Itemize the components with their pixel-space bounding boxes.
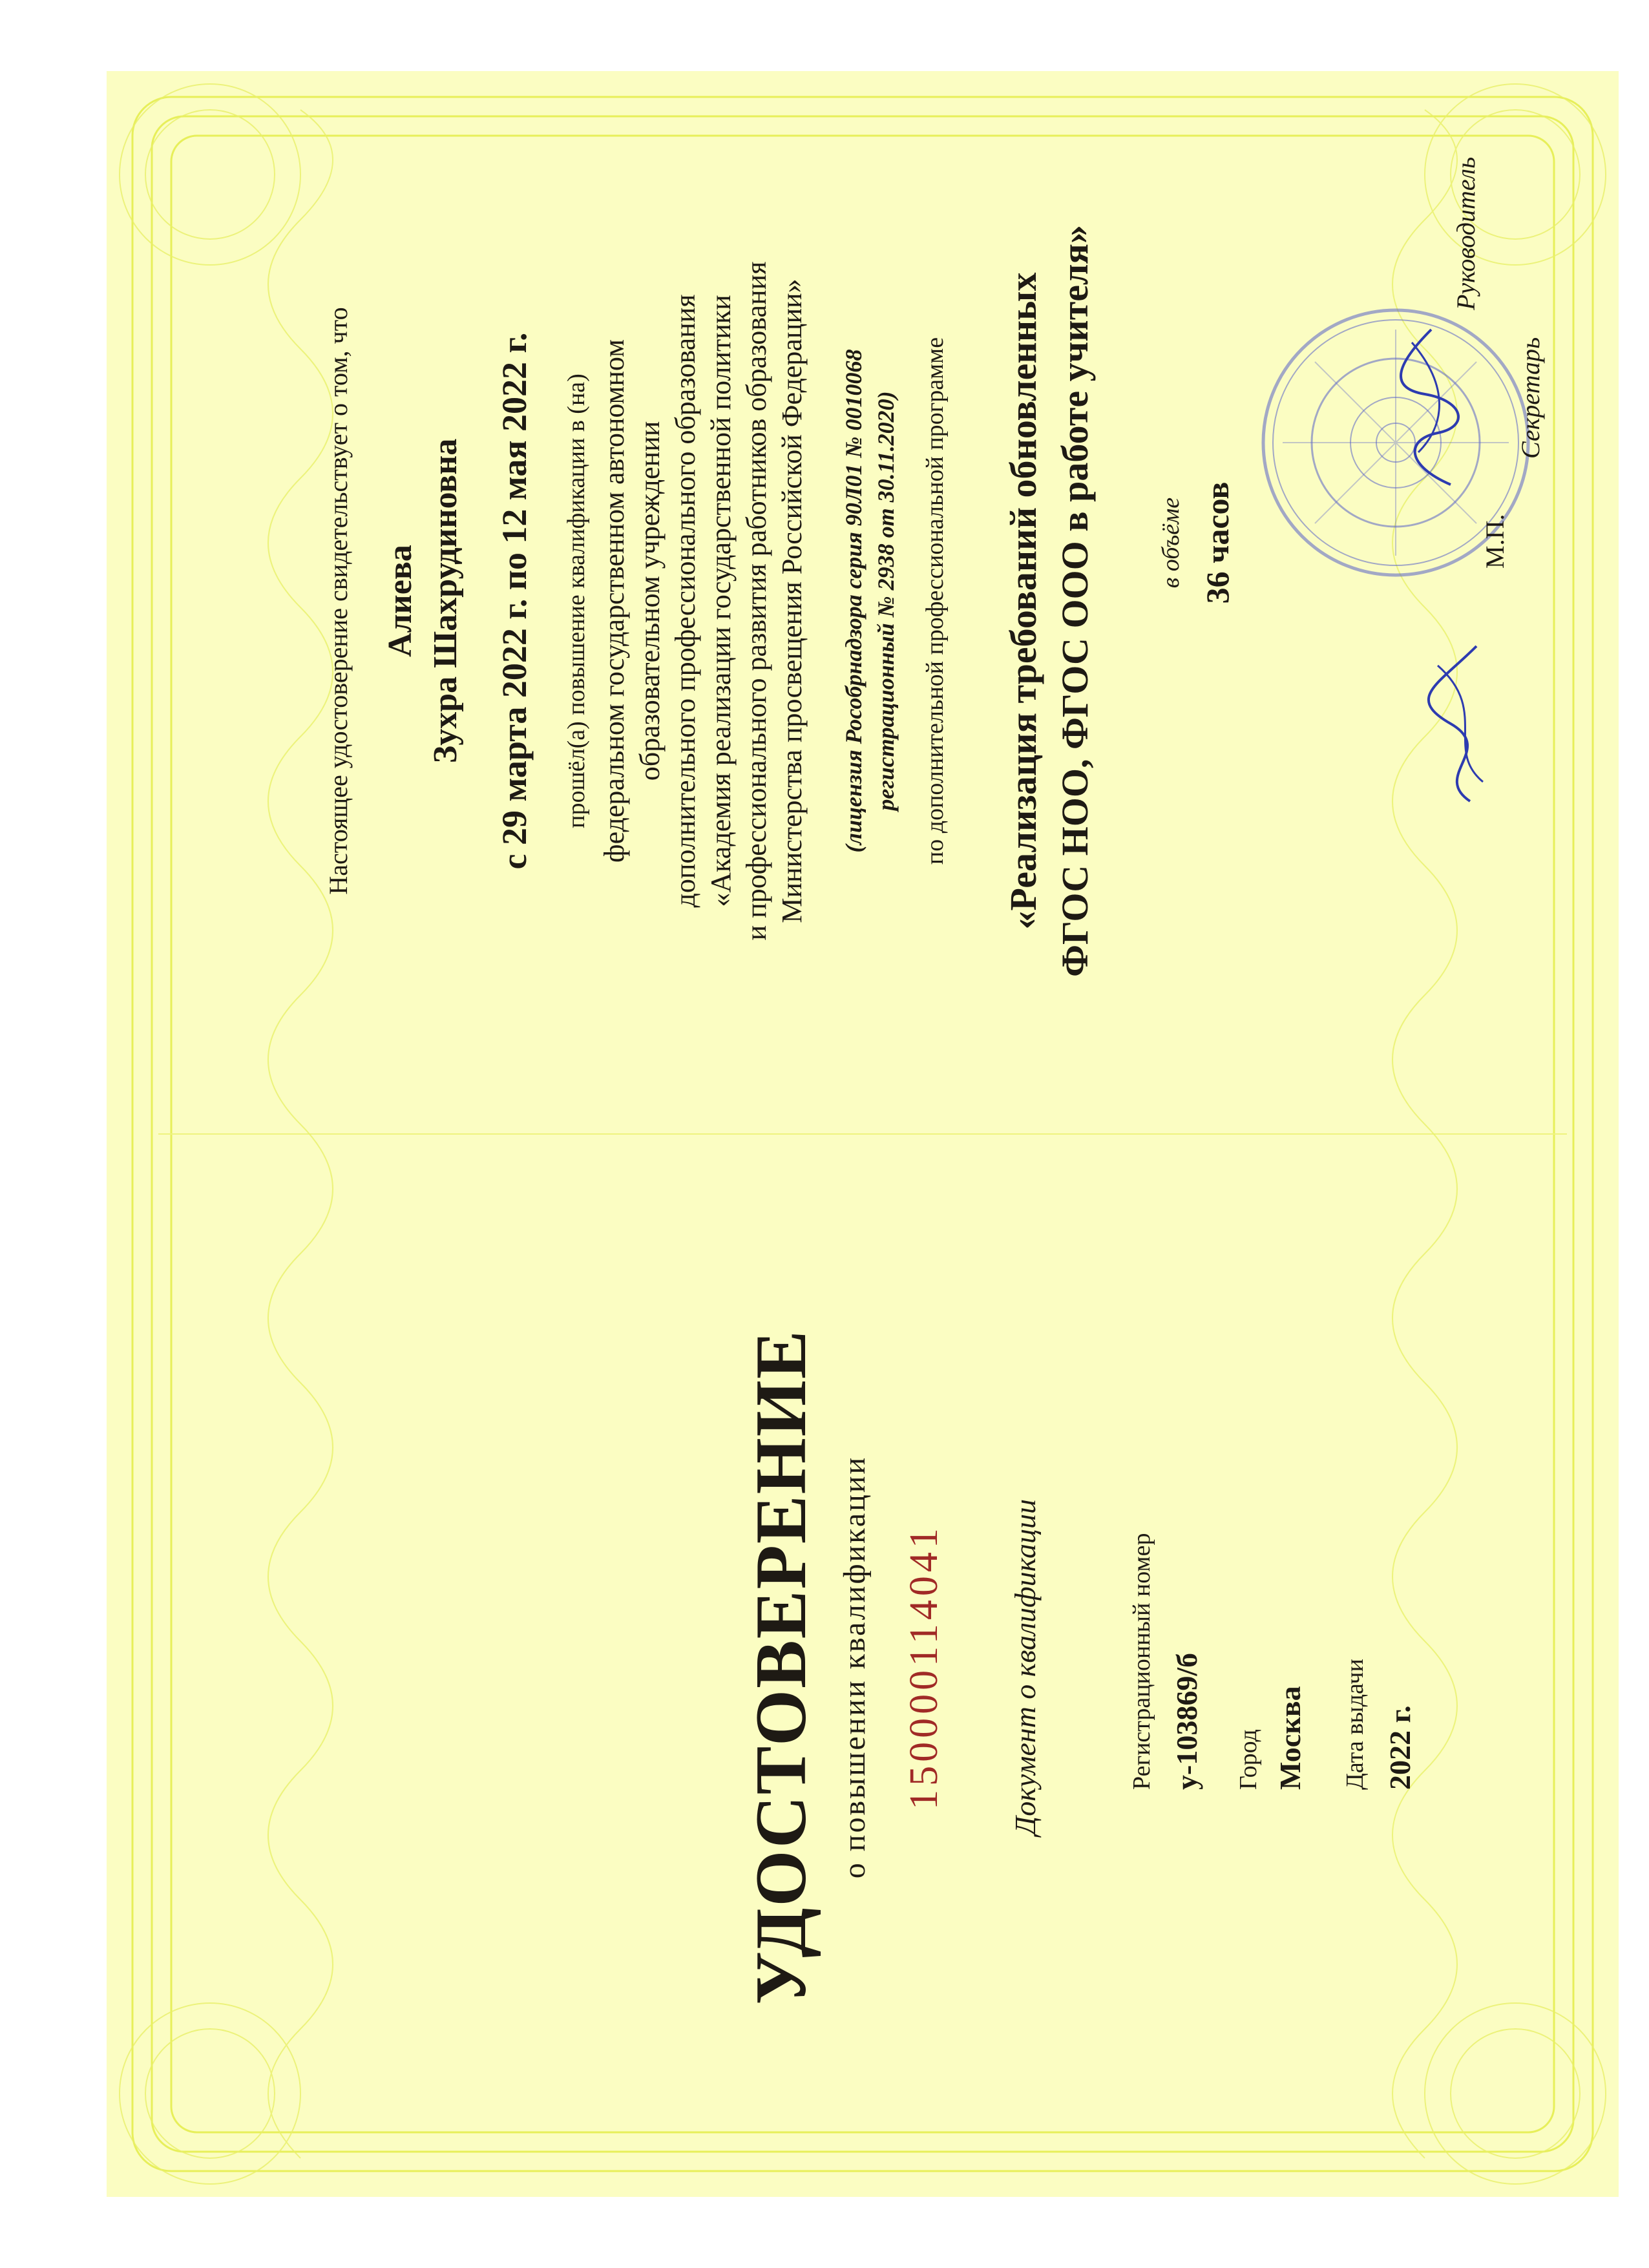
org-line: федеральном государственном автономном [598,339,630,863]
org-line: дополнительного профессионального образования [669,294,701,908]
document-type: Документ о квалификации [1009,1498,1042,1836]
issue-date-label: Дата выдачи [1341,1659,1369,1790]
program-label: по дополнительной профессиональной программе [921,337,949,865]
holder-given-names: Зухра Шахрудиновна [427,438,464,764]
org-line: образовательном учреждении [634,421,666,781]
org-line: и профессионального развития работников образования [740,261,772,941]
city-value: Москва [1274,1686,1307,1790]
stamp-placeholder-label: М.П. [1480,514,1509,569]
certificate-sheet [107,71,1619,2197]
secretary-label: Секретарь [1516,337,1545,459]
intro-text: Настоящее удостоверение свидетельствует о том, что [324,307,353,895]
registration-value: у-103869/б [1170,1652,1203,1790]
program-title-line-2: ФГОС НОО, ФГОС ООО в работе учителя» [1054,225,1096,977]
registration-label: Регистрационный номер [1128,1533,1155,1790]
org-line: Министерства просвещения Российской Федерации» [776,278,808,923]
document-number: 150000114041 [902,1524,946,1810]
issue-date-value: 2022 г. [1383,1705,1416,1790]
passed-text: прошёл(а) повышение квалификации в (на) [563,373,590,828]
license-line-2: регистрационный № 2938 от 30.11.2020) [873,391,899,811]
program-title-line-1: «Реализация требований обновленных [1002,272,1044,930]
head-signature [1392,323,1470,491]
training-period: с 29 марта 2022 г. по 12 мая 2022 г. [495,332,534,870]
volume-value: 36 часов [1199,481,1235,604]
document-subtitle: о повышении квалификации [837,1455,872,1879]
certificate-content [107,71,1619,2197]
license-line-1: (лицензия Рособрнадзора серия 90Л01 № 0010068 [841,349,867,853]
holder-surname: Алиева [382,545,419,657]
document-title: УДОСТОВЕРЕНИЕ [741,1329,821,2005]
volume-label: в объёме [1157,497,1184,589]
head-label: Руководитель [1451,156,1480,310]
org-line: «Академия реализации государственной политики [705,295,737,907]
city-label: Город [1235,1729,1262,1790]
secretary-signature [1425,640,1502,808]
